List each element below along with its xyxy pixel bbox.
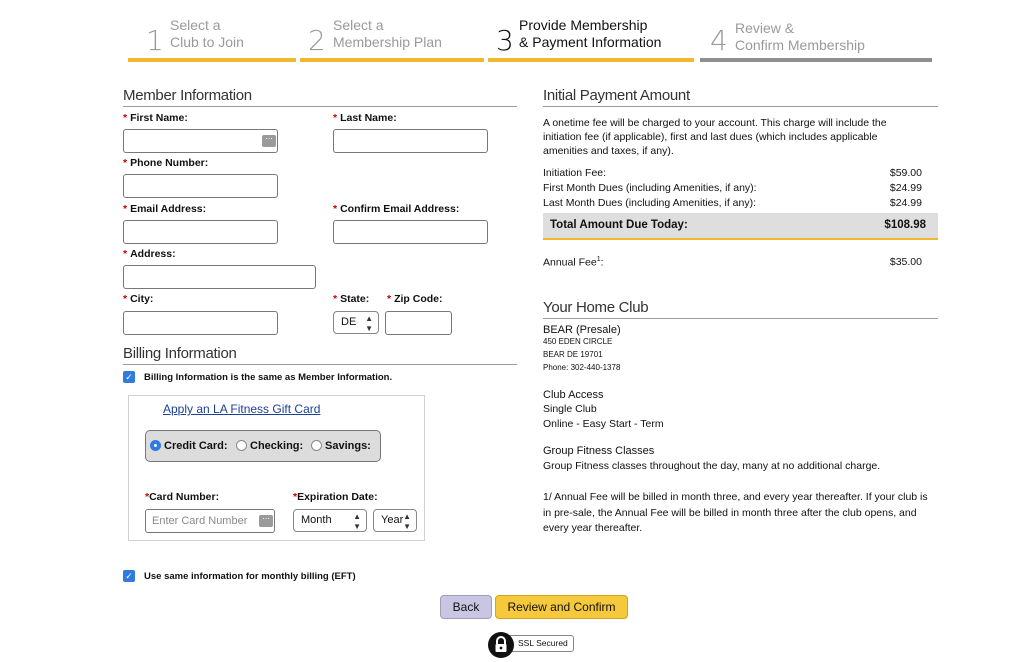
club-access-plan: Online - Easy Start - Term bbox=[543, 418, 664, 430]
step-progress-bar bbox=[300, 58, 484, 62]
confirm-email-label: * Confirm Email Address: bbox=[333, 203, 460, 215]
last-name-input[interactable] bbox=[333, 129, 488, 153]
step-1[interactable] bbox=[128, 12, 296, 62]
annual-fee-footnote: 1/ Annual Fee will be billed in month three, and every year thereafter. If your club is in pre-sale, the Annual Fee will be billed in month three after the club opens, and every year thereafter. bbox=[543, 491, 928, 534]
back-button[interactable]: Back bbox=[440, 595, 492, 619]
club-city: BEAR DE 19701 bbox=[543, 350, 603, 359]
club-access-type: Single Club bbox=[543, 403, 597, 415]
checking-label: Checking: bbox=[250, 440, 304, 452]
step-2[interactable] bbox=[300, 12, 484, 62]
select-arrows-icon: ▲ ▼ bbox=[365, 314, 373, 333]
payment-type-group bbox=[145, 430, 381, 462]
expiration-label: *Expiration Date: bbox=[293, 491, 378, 503]
club-access-title: Club Access bbox=[543, 389, 604, 401]
step-progress-bar bbox=[128, 58, 296, 62]
zip-input[interactable] bbox=[385, 311, 452, 335]
select-arrows-icon: ▲ ▼ bbox=[403, 512, 411, 531]
annual-fee-row: Annual Fee$^1$: $35.00 bbox=[543, 256, 922, 269]
first-month-dues-row: First Month Dues (including Amenities, if any): $24.99 bbox=[543, 182, 922, 194]
first-name-label: * First Name: bbox=[123, 112, 188, 124]
expiration-month-select[interactable]: Month ▲ ▼ bbox=[293, 509, 367, 532]
savings-radio[interactable] bbox=[311, 440, 322, 451]
step-label: Provide Membership & Payment Information bbox=[519, 17, 662, 50]
initiation-fee-row: Initiation Fee: $59.00 bbox=[543, 167, 922, 179]
step-label: Select a Club to Join bbox=[170, 17, 244, 50]
credit-card-label: Credit Card: bbox=[164, 440, 228, 452]
club-phone: Phone: 302-440-1378 bbox=[543, 363, 621, 372]
total-due-amount: $108.98 bbox=[884, 219, 926, 231]
zip-label: * Zip Code: bbox=[387, 293, 443, 305]
payment-amount-title: Initial Payment Amount bbox=[543, 87, 938, 107]
total-due-label: Total Amount Due Today: bbox=[550, 219, 688, 231]
step-4 bbox=[700, 12, 932, 62]
eft-checkbox[interactable]: ✓ bbox=[123, 570, 135, 582]
step-3 bbox=[488, 12, 694, 62]
first-name-input[interactable] bbox=[123, 129, 278, 153]
select-arrows-icon: ▲ ▼ bbox=[353, 512, 361, 531]
club-street: 450 EDEN CIRCLE bbox=[543, 337, 613, 346]
email-input[interactable] bbox=[123, 220, 278, 244]
address-input[interactable] bbox=[123, 265, 316, 289]
expiration-year-select[interactable]: Year ▲ ▼ bbox=[373, 509, 417, 532]
savings-label: Savings: bbox=[325, 440, 371, 452]
last-name-label: * Last Name: bbox=[333, 112, 397, 124]
ssl-badge-label: SSL Secured bbox=[506, 635, 574, 652]
step-number: 3 bbox=[496, 24, 514, 57]
state-label: * State: bbox=[333, 293, 370, 305]
total-due-row bbox=[543, 213, 938, 240]
email-label: * Email Address: bbox=[123, 203, 207, 215]
phone-label: * Phone Number: bbox=[123, 157, 209, 169]
billing-info-title: Billing Information bbox=[123, 345, 517, 365]
step-progress-bar bbox=[488, 58, 694, 62]
step-number: 4 bbox=[710, 24, 728, 57]
step-number: 1 bbox=[146, 24, 164, 57]
step-label: Review & Confirm Membership bbox=[735, 20, 865, 53]
step-number: 2 bbox=[308, 24, 326, 57]
group-classes-desc: Group Fitness classes throughout the day, many at no additional charge. bbox=[543, 460, 881, 472]
card-number-label: *Card Number: bbox=[145, 491, 220, 503]
state-select[interactable]: DE ▲ ▼ bbox=[333, 311, 379, 334]
step-progress-bar bbox=[700, 58, 932, 62]
eft-label: Use same information for monthly billing (EFT) bbox=[144, 571, 356, 582]
home-club-title: Your Home Club bbox=[543, 299, 938, 319]
address-label: * Address: bbox=[123, 248, 176, 260]
billing-same-checkbox[interactable]: ✓ bbox=[123, 371, 135, 383]
member-info-title: Member Information bbox=[123, 87, 517, 107]
club-name: BEAR (Presale) bbox=[543, 324, 621, 336]
lock-icon bbox=[488, 632, 514, 658]
gift-card-link[interactable]: Apply an LA Fitness Gift Card bbox=[163, 402, 321, 416]
checking-radio[interactable] bbox=[236, 440, 247, 451]
phone-input[interactable] bbox=[123, 174, 278, 198]
step-label: Select a Membership Plan bbox=[333, 17, 442, 50]
keyboard-icon[interactable]: ⋯ bbox=[262, 135, 276, 147]
credit-card-radio[interactable] bbox=[150, 440, 161, 451]
last-month-dues-row: Last Month Dues (including Amenities, if any): $24.99 bbox=[543, 197, 922, 209]
group-classes-title: Group Fitness Classes bbox=[543, 445, 655, 457]
city-input[interactable] bbox=[123, 311, 278, 335]
card-number-input[interactable] bbox=[145, 509, 275, 533]
billing-same-label: Billing Information is the same as Member Information. bbox=[144, 372, 393, 383]
keyboard-icon[interactable]: ⋯ bbox=[259, 515, 273, 527]
confirm-email-input[interactable] bbox=[333, 220, 488, 244]
payment-description: A onetime fee will be charged to your account. This charge will include the initiation fee (if applicable), first and last dues (which includes applicable amenities and taxes, if any). bbox=[543, 117, 887, 157]
review-confirm-button[interactable]: Review and Confirm bbox=[495, 595, 628, 619]
city-label: * City: bbox=[123, 293, 154, 305]
